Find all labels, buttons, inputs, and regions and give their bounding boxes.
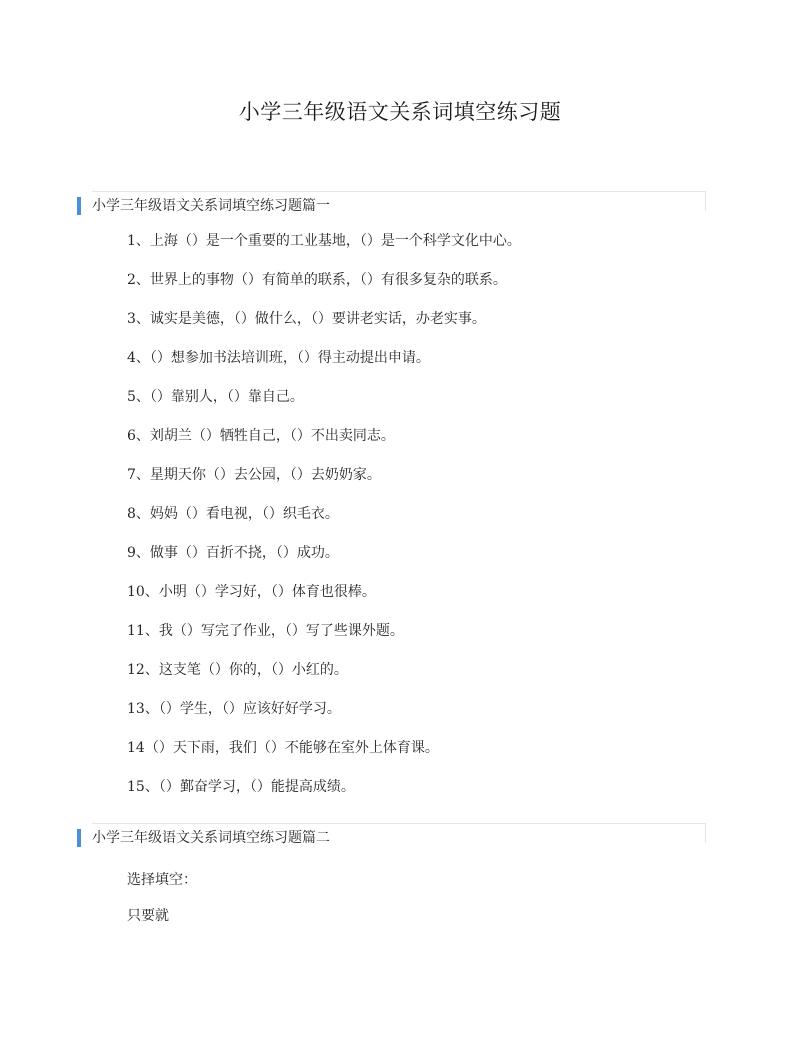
question-item: 13、（）学生，（）应该好好学习。 (127, 701, 341, 717)
section-2-accent-bar (77, 829, 81, 847)
section-1-header (77, 197, 706, 215)
section-2-line-prompt: 选择填空： (127, 872, 197, 888)
section-1-accent-bar (77, 197, 81, 215)
question-list (127, 231, 521, 816)
question-item: 5、（）靠别人，（）靠自己。 (127, 389, 304, 405)
question-item: 14（）天下雨，我们（）不能够在室外上体育课。 (127, 740, 439, 756)
document-title: 小学三年级语文关系词填空练习题 (238, 100, 562, 124)
question-item: 8、妈妈（）看电视，（）织毛衣。 (127, 506, 339, 522)
section-2-line-word: 只要就 (127, 908, 169, 924)
section-2-header (77, 829, 706, 847)
section-2-heading: 小学三年级语文关系词填空练习题篇二 (92, 830, 330, 846)
question-item: 15、（）鄞奋学习，（）能提高成绩。 (127, 779, 355, 795)
question-item: 9、做事（）百折不挠，（）成功。 (127, 545, 339, 561)
question-item: 1、上海（）是一个重要的工业基地，（）是一个科学文化中心。 (127, 233, 521, 249)
question-item: 2、世界上的事物（）有简单的联系，（）有很多复杂的联系。 (127, 272, 507, 288)
question-item: 6、刘胡兰（）牺牲自己，（）不出卖同志。 (127, 428, 395, 444)
section-2-right-tick (705, 823, 706, 843)
section-1-rule (92, 191, 706, 192)
section-1-right-tick (705, 191, 706, 211)
question-item: 12、这支笔（）你的，（）小红的。 (127, 662, 348, 678)
question-item: 7、星期天你（）去公园，（）去奶奶家。 (127, 467, 381, 483)
question-item: 3、诚实是美德，（）做什么，（）要讲老实话，办老实事。 (127, 311, 486, 327)
section-2-rule (92, 823, 706, 824)
question-item: 11、我（）写完了作业，（）写了些课外题。 (127, 623, 404, 639)
question-item: 4、（）想参加书法培训班，（）得主动提出申请。 (127, 350, 430, 366)
section-1-heading: 小学三年级语文关系词填空练习题篇一 (92, 198, 330, 214)
question-item: 10、小明（）学习好，（）体育也很棒。 (127, 584, 376, 600)
